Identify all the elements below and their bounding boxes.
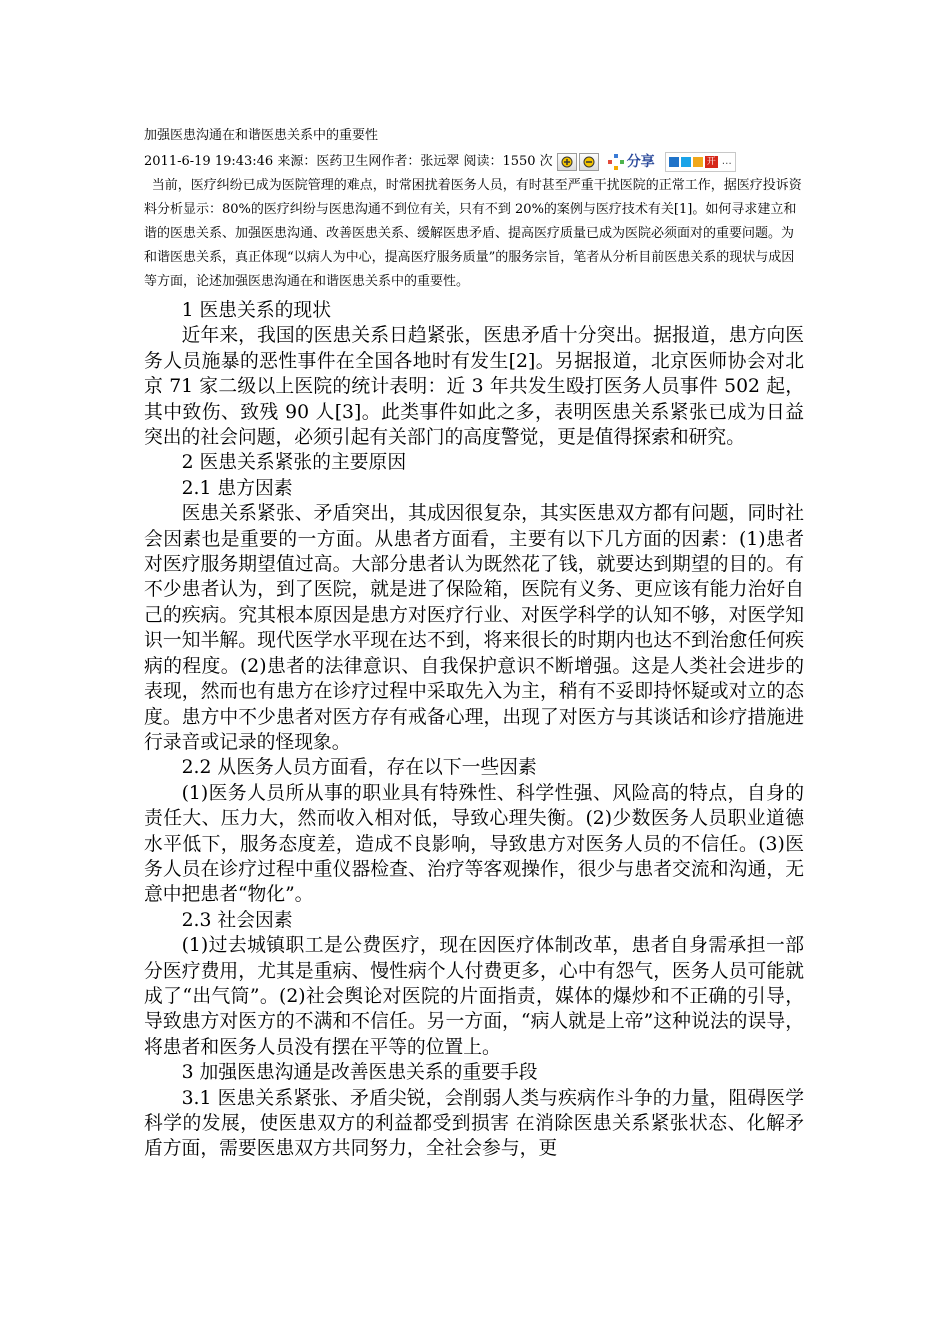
section-3-1-paragraph: 3.1 医患关系紧张、矛盾尖锐，会削弱人类与疾病作斗争的力量，阻碍医学科学的发展，使医患双方的利益都受到损害 在消除医患关系紧张状态、化解矛盾方面，需要医患双方共同努力，全社会参与，更 bbox=[144, 1087, 804, 1160]
font-decrease-icon[interactable] bbox=[579, 153, 599, 171]
section-2-heading: 2 医患关系紧张的主要原因 bbox=[181, 452, 407, 474]
section-2-2-heading: 2.2 从医务人员方面看，存在以下一些因素 bbox=[181, 757, 537, 779]
share-icon bbox=[607, 153, 625, 171]
share-label: 分享 bbox=[626, 154, 655, 170]
article-body bbox=[144, 298, 804, 1162]
article-meta: 2011-6-19 19:43:46 来源：医药卫生网作者：张远翠 阅读：1550 次 bbox=[144, 154, 553, 169]
windows-icon bbox=[669, 157, 679, 167]
kaixin-icon: 开 bbox=[706, 157, 716, 167]
section-2-1-heading: 2.1 患方因素 bbox=[181, 477, 293, 499]
article-meta-row bbox=[144, 150, 804, 174]
favorite-icon bbox=[693, 157, 703, 167]
more-icon[interactable]: … bbox=[721, 156, 732, 167]
more-share-bar[interactable] bbox=[665, 152, 736, 172]
qq-icon bbox=[681, 157, 691, 167]
article-title: 加强医患沟通在和谐医患关系中的重要性 bbox=[144, 128, 379, 143]
toolbar-icons bbox=[557, 153, 599, 171]
section-3-heading: 3 加强医患沟通是改善医患关系的重要手段 bbox=[181, 1062, 538, 1084]
font-increase-icon[interactable] bbox=[557, 153, 577, 171]
intro-paragraph: 当前，医疗纠纷已成为医院管理的难点，时常困扰着医务人员，有时甚至严重干扰医院的正常工作，据医疗投诉资料分析显示：80%的医疗纠纷与医患沟通不到位有关，只有不到 20%的案例与医疗技术有关[1]。如何寻求建立和谐的医患关系、加强医患沟通、改善医患关系、缓解医患矛盾、提高医疗质量已成为医院必须面对的重要问题。为和谐医患关系，真正体现“以病人为中心，提高医疗服务质量”的服务宗旨，笔者从分析目前医患关系的现状与成因等方面，论述加强医患沟通在和谐医患关系中的重要性。 bbox=[144, 178, 802, 289]
section-2-2-paragraph: (1)医务人员所从事的职业具有特殊性、科学性强、风险高的特点，自身的责任大、压力大，然而收入相对低，导致心理失衡。(2)少数医务人员职业道德水平低下，服务态度差，造成不良影响，导致患方对医务人员的不信任。(3)医务人员在诊疗过程中重仪器检查、治疗等客观操作，很少与患者交流和沟通，无意中把患者“物化”。 bbox=[144, 782, 804, 906]
article-intro bbox=[144, 174, 804, 294]
section-1-heading: 1 医患关系的现状 bbox=[181, 300, 331, 321]
section-2-1-paragraph: 医患关系紧张、矛盾突出，其成因很复杂，其实医患双方都有问题，同时社会因素也是重要的一方面。从患者方面看，主要有以下几方面的因素：(1)患者对医疗服务期望值过高。大部分患者认为既然花了钱，就要达到期望的目的。有不少患者认为，到了医院，就是进了保险箱，医院有义务、更应该有能力治好自己的疾病。究其根本原因是患方对医疗行业、对医学科学的认知不够，对医学知识一知半解。现代医学水平现在达不到，将来很长的时期内也达不到治愈任何疾病的程度。(2)患者的法律意识、自我保护意识不断增强。这是人类社会进步的表现，然而也有患方在诊疗过程中采取先入为主，稍有不妥即持怀疑或对立的态度。患方中不少患者对医方存有戒备心理，出现了对医方与其谈话和诊疗措施进行录音或记录的怪现象。 bbox=[144, 503, 804, 753]
section-2-3-paragraph: (1)过去城镇职工是公费医疗，现在因医疗体制改革，患者自身需承担一部分医疗费用，尤其是重病、慢性病个人付费更多，心中有怨气，医务人员可能就成了“出气筒”。(2)社会舆论对医院的片面指责，媒体的爆炒和不正确的引导，导致患方对医方的不满和不信任。另一方面，“病人就是上帝”这种说法的误导，将患者和医务人员没有摆在平等的位置上。 bbox=[144, 935, 804, 1058]
section-2-3-heading: 2.3 社会因素 bbox=[181, 909, 293, 931]
share-button[interactable] bbox=[607, 150, 655, 174]
section-1-paragraph: 近年来，我国的医患关系日趋紧张，医患矛盾十分突出。据报道，患方向医务人员施暴的恶性事件在全国各地时有发生[2]。另据报道，北京医师协会对北京 71 家二级以上医院的统计表明：近 3 年共发生殴打医务人员事件 502 起，其中致伤、致残 90 人[3]。此类事件如此之多，表明医患关系紧张已成为日益突出的社会问题，必须引起有关部门的高度警觉，更是值得探索和研究。 bbox=[144, 325, 804, 449]
